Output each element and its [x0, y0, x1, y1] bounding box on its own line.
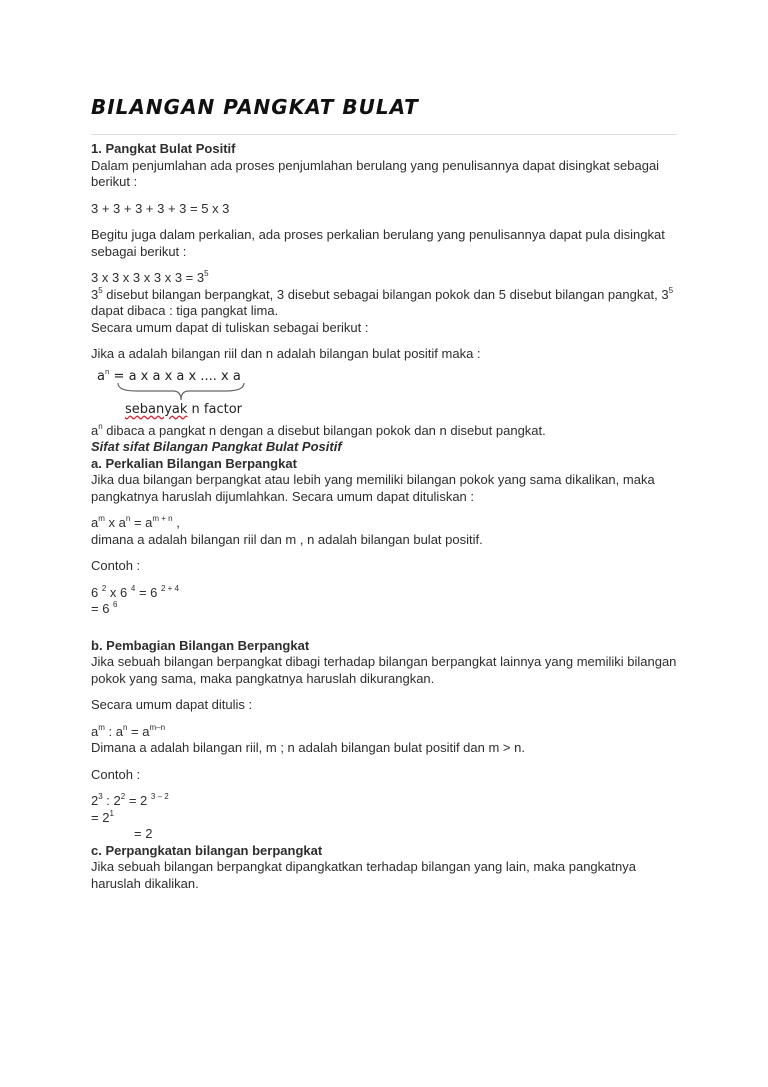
paragraph: Begitu juga dalam perkalian, ada proses perkalian berulang yang penulisannya dapat pula disingkat sebagai berikut :	[91, 227, 665, 259]
example-line: = $2^1$	[91, 808, 114, 825]
curly-brace-icon	[116, 381, 246, 403]
equation: 3 + 3 + 3 + 3 + 3 = 5 x 3	[91, 200, 230, 216]
paragraph: Dimana a adalah bilangan riil, m ; n adalah bilangan bulat positif dan m > n.	[91, 740, 525, 755]
section-heading: c. Perpangkatan bilangan berpangkat	[91, 842, 323, 858]
paragraph: Jika dua bilangan berpangkat atau lebih yang memiliki bilangan pokok yang sama dikalikan, maka pangkatnya haruslah dijumlahkan. Secara umum dapat dituliskan :	[91, 472, 655, 504]
paragraph: $3^5$ disebut bilangan berpangkat, 3 disebut sebagai bilangan pokok dan 5 disebut bilangan pangkat, $3^5$ dapat dibaca : tiga pangkat lima.	[91, 285, 674, 318]
document-page	[91, 92, 677, 892]
example-line: = 2	[134, 826, 153, 841]
equation: 3 x 3 x 3 x 3 x $3 = 3^5$	[91, 269, 209, 285]
section-heading: b. Pembagian Bilangan Berpangkat	[91, 637, 310, 653]
example-line: 6 $^2$ x 6 $^4$ = 6 $^{2 + 4}$	[91, 583, 180, 600]
formula: $a^m$ : $a^n = a^{m-n}$	[91, 722, 166, 739]
paragraph: Dalam penjumlahan ada proses penjumlahan berulang yang penulisannya dapat disingkat sebagai berikut :	[91, 157, 660, 189]
figure-caption: sebanyak n factor	[125, 401, 243, 417]
title-divider	[91, 134, 677, 135]
paragraph: dimana a adalah bilangan riil dan m , n adalah bilangan bulat positif.	[91, 531, 483, 547]
section-heading: a. Perkalian Bilangan Berpangkat	[91, 455, 297, 471]
example-label: Contoh :	[91, 558, 141, 573]
paragraph: Secara umum dapat ditulis :	[91, 697, 253, 712]
formula: $a^m$ x $a^n = a^{m + n}$ ,	[91, 514, 180, 530]
example-line: = 6 $^6$	[91, 600, 118, 616]
paragraph: Jika a adalah bilangan riil dan n adalah bilangan bulat positif maka :	[91, 346, 481, 361]
paragraph: Jika sebuah bilangan berpangkat dipangkatkan terhadap bilangan yang lain, maka pangkatnya haruslah dikalikan.	[91, 859, 636, 891]
paragraph: $a^n$ dibaca a pangkat n dengan a disebut bilangan pokok dan n disebut pangkat.	[91, 421, 546, 438]
paragraph: Secara umum dapat di tuliskan sebagai berikut :	[91, 319, 369, 335]
example-label: Contoh :	[91, 766, 141, 782]
document-title: BILANGAN PANGKAT BULAT	[91, 95, 419, 119]
section-heading: Sifat sifat Bilangan Pangkat Bulat Positif	[91, 439, 342, 454]
section-heading: 1. Pangkat Bulat Positif	[91, 141, 236, 156]
figure-formula: $a^n = a$ x a x a x .... x a	[97, 367, 241, 384]
example-line: $2^3$ : $2^2 = 2$ $^{3 - 2}$	[91, 792, 169, 808]
paragraph: Jika sebuah bilangan berpangkat dibagi terhadap bilangan berpangkat lainnya yang memiliki bilangan pokok yang sama, maka pangkatnya haruslah dikurangkan.	[91, 654, 677, 686]
power-definition-figure	[94, 365, 254, 423]
